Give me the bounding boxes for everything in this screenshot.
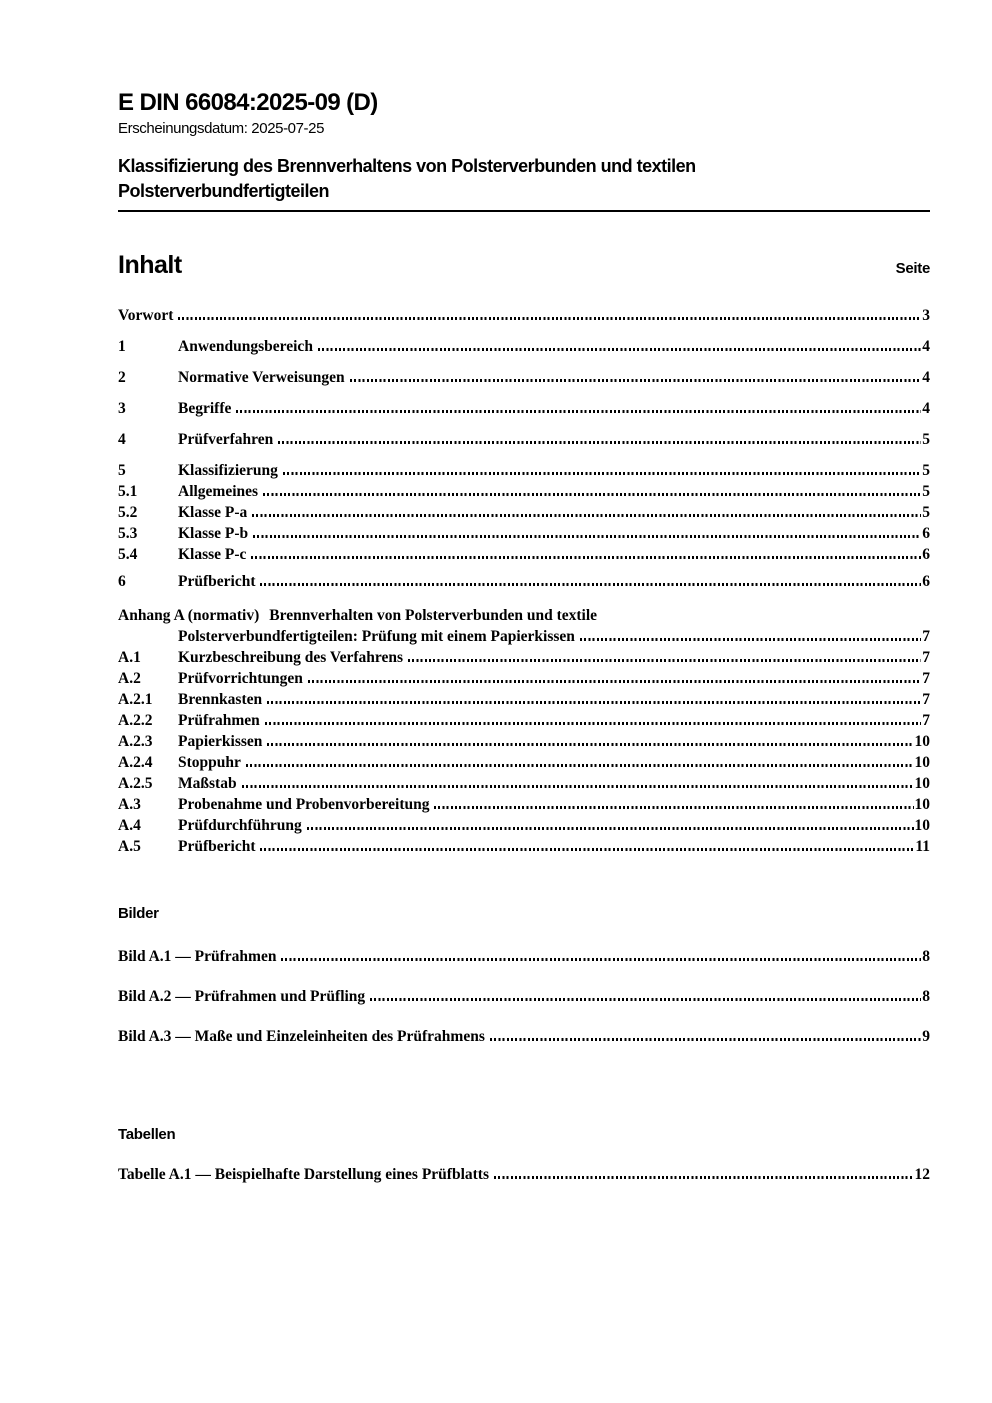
section-title: Probenahme und Probenvorbereitung xyxy=(178,796,430,813)
dot-leader xyxy=(434,806,913,809)
page-number: 6 xyxy=(922,546,930,563)
page-number: 6 xyxy=(922,525,930,542)
page-number: 5 xyxy=(922,504,930,521)
section-title: Kurzbeschreibung des Verfahrens xyxy=(178,649,404,666)
section-title: Prüfrahmen xyxy=(178,712,260,729)
page-number: 7 xyxy=(922,649,930,666)
page-number: 7 xyxy=(922,628,930,645)
dot-leader xyxy=(236,410,921,413)
page-number: 7 xyxy=(922,670,930,687)
document-title xyxy=(118,154,930,212)
page-number: 10 xyxy=(914,796,930,813)
section-title: Prüfbericht xyxy=(178,573,256,590)
document-number: E DIN 66084:2025-09 (D) xyxy=(118,89,378,116)
page-number: 9 xyxy=(922,1028,930,1045)
page-number: 6 xyxy=(922,573,930,590)
section-title: Anwendungsbereich xyxy=(178,338,313,355)
page-number: 8 xyxy=(922,948,930,965)
page-number: 7 xyxy=(922,712,930,729)
section-title: Normative Verweisungen xyxy=(178,369,345,386)
section-title: Begriffe xyxy=(178,400,232,417)
document-title-line1: Klassifizierung des Brennverhaltens von Polsterverbunden und textilen xyxy=(118,156,696,176)
page-number: 10 xyxy=(914,775,930,792)
section-number: A.5 xyxy=(118,838,141,855)
section-number: A.4 xyxy=(118,817,141,834)
toc-entry xyxy=(118,815,930,836)
dot-leader xyxy=(370,998,921,1001)
dot-leader xyxy=(318,348,921,351)
section-title: Prüfbericht xyxy=(178,838,256,855)
page-number: 4 xyxy=(922,400,930,417)
toc-entry-anhang-line2 xyxy=(118,626,930,647)
page-number: 3 xyxy=(922,307,930,324)
section-number: 4 xyxy=(118,431,126,448)
figure-title: Bild A.3 — Maße und Einzeleinheiten des Prüfrahmens xyxy=(118,1028,485,1045)
page-number: 7 xyxy=(922,691,930,708)
section-number: A.1 xyxy=(118,649,141,666)
page-number: 10 xyxy=(914,733,930,750)
toc-entry xyxy=(118,336,930,357)
dot-leader xyxy=(242,785,914,788)
dot-leader xyxy=(350,379,922,382)
dot-leader xyxy=(260,583,921,586)
figures-heading: Bilder xyxy=(118,905,159,922)
page-column-label: Seite xyxy=(895,260,930,277)
section-number: 5.2 xyxy=(118,504,138,521)
section-number: A.2.3 xyxy=(118,733,153,750)
dot-leader xyxy=(263,493,921,496)
annex-label: Anhang A (normativ) xyxy=(118,607,260,624)
figure-title: Bild A.2 — Prüfrahmen und Prüfling xyxy=(118,988,366,1005)
dot-leader xyxy=(267,701,921,704)
toc-entry xyxy=(118,481,930,502)
section-number: 5.4 xyxy=(118,546,138,563)
section-number: A.2 xyxy=(118,670,141,687)
section-title: Klasse P-c xyxy=(178,546,247,563)
section-title: Prüfverfahren xyxy=(178,431,274,448)
section-number: A.2.4 xyxy=(118,754,153,771)
toc-entry xyxy=(118,710,930,731)
toc-entry xyxy=(118,689,930,710)
tables-heading: Tabellen xyxy=(118,1126,176,1143)
page-number: 4 xyxy=(922,338,930,355)
section-title: Maßstab xyxy=(178,775,237,792)
section-title: Allgemeines xyxy=(178,483,259,500)
dot-leader xyxy=(251,556,921,559)
section-number: A.3 xyxy=(118,796,141,813)
figure-entry xyxy=(118,946,930,967)
contents-header xyxy=(118,252,930,279)
toc-entry xyxy=(118,502,930,523)
section-number: 1 xyxy=(118,338,126,355)
toc-entry xyxy=(118,731,930,752)
section-number: 2 xyxy=(118,369,126,386)
toc-entry xyxy=(118,429,930,450)
section-number: A.2.5 xyxy=(118,775,153,792)
annex-title-part1: Brennverhalten von Polsterverbunden und textile xyxy=(269,607,598,624)
section-number: 6 xyxy=(118,573,126,590)
toc-entry xyxy=(118,544,930,565)
section-number: 5.3 xyxy=(118,525,138,542)
page-number: 5 xyxy=(922,462,930,479)
page-number: 5 xyxy=(922,483,930,500)
section-title: Papierkissen xyxy=(178,733,263,750)
section-title: Prüfvorrichtungen xyxy=(178,670,303,687)
page-number: 11 xyxy=(915,838,930,855)
toc-entry-vorwort xyxy=(118,305,930,326)
section-title: Stoppuhr xyxy=(178,754,241,771)
dot-leader xyxy=(283,472,921,475)
dot-leader xyxy=(281,958,921,961)
toc-entry xyxy=(118,571,930,592)
document-title-line2: Polsterverbundfertigteilen xyxy=(118,181,330,201)
section-number: 5.1 xyxy=(118,483,138,500)
toc-entry xyxy=(118,773,930,794)
section-number: A.2.2 xyxy=(118,712,153,729)
dot-leader xyxy=(246,764,914,767)
toc-entry xyxy=(118,647,930,668)
dot-leader xyxy=(408,659,921,662)
contents-heading: Inhalt xyxy=(118,251,182,279)
dot-leader xyxy=(490,1038,921,1041)
dot-leader xyxy=(278,441,921,444)
section-number: 5 xyxy=(118,462,126,479)
section-title: Vorwort xyxy=(118,307,174,324)
page-number: 10 xyxy=(914,754,930,771)
section-title: Klasse P-b xyxy=(178,525,249,542)
section-title: Klassifizierung xyxy=(178,462,278,479)
dot-leader xyxy=(260,848,914,851)
page-number: 8 xyxy=(922,988,930,1005)
toc-entry xyxy=(118,523,930,544)
toc-entry xyxy=(118,398,930,419)
dot-leader xyxy=(265,722,921,725)
page-number: 10 xyxy=(914,817,930,834)
toc-entry xyxy=(118,794,930,815)
figure-entry xyxy=(118,1026,930,1047)
section-number: 3 xyxy=(118,400,126,417)
page-number: 4 xyxy=(922,369,930,386)
toc-entry xyxy=(118,836,930,857)
release-date: Erscheinungsdatum: 2025-07-25 xyxy=(118,120,325,137)
page-number: 12 xyxy=(914,1166,930,1183)
dot-leader xyxy=(494,1176,914,1179)
dot-leader xyxy=(178,317,921,320)
toc-entry xyxy=(118,460,930,481)
dot-leader xyxy=(580,638,921,641)
dot-leader xyxy=(307,827,914,830)
section-title: Brennkasten xyxy=(178,691,263,708)
dot-leader xyxy=(308,680,921,683)
dot-leader xyxy=(267,743,913,746)
toc-entry xyxy=(118,668,930,689)
toc-entry xyxy=(118,752,930,773)
toc-entry-anhang-line1 xyxy=(118,605,930,626)
table-entry xyxy=(118,1164,930,1185)
figure-title: Bild A.1 — Prüfrahmen xyxy=(118,948,277,965)
dot-leader xyxy=(253,535,921,538)
page-number: 5 xyxy=(922,431,930,448)
toc-entry xyxy=(118,367,930,388)
table-title: Tabelle A.1 — Beispielhafte Darstellung eines Prüfblatts xyxy=(118,1166,489,1183)
annex-title-part2: Polsterverbundfertigteilen: Prüfung mit einem Papierkissen xyxy=(178,628,575,645)
section-title: Klasse P-a xyxy=(178,504,248,521)
dot-leader xyxy=(252,514,921,517)
figure-entry xyxy=(118,986,930,1007)
section-title: Prüfdurchführung xyxy=(178,817,302,834)
section-number: A.2.1 xyxy=(118,691,153,708)
table-of-contents xyxy=(118,305,930,857)
